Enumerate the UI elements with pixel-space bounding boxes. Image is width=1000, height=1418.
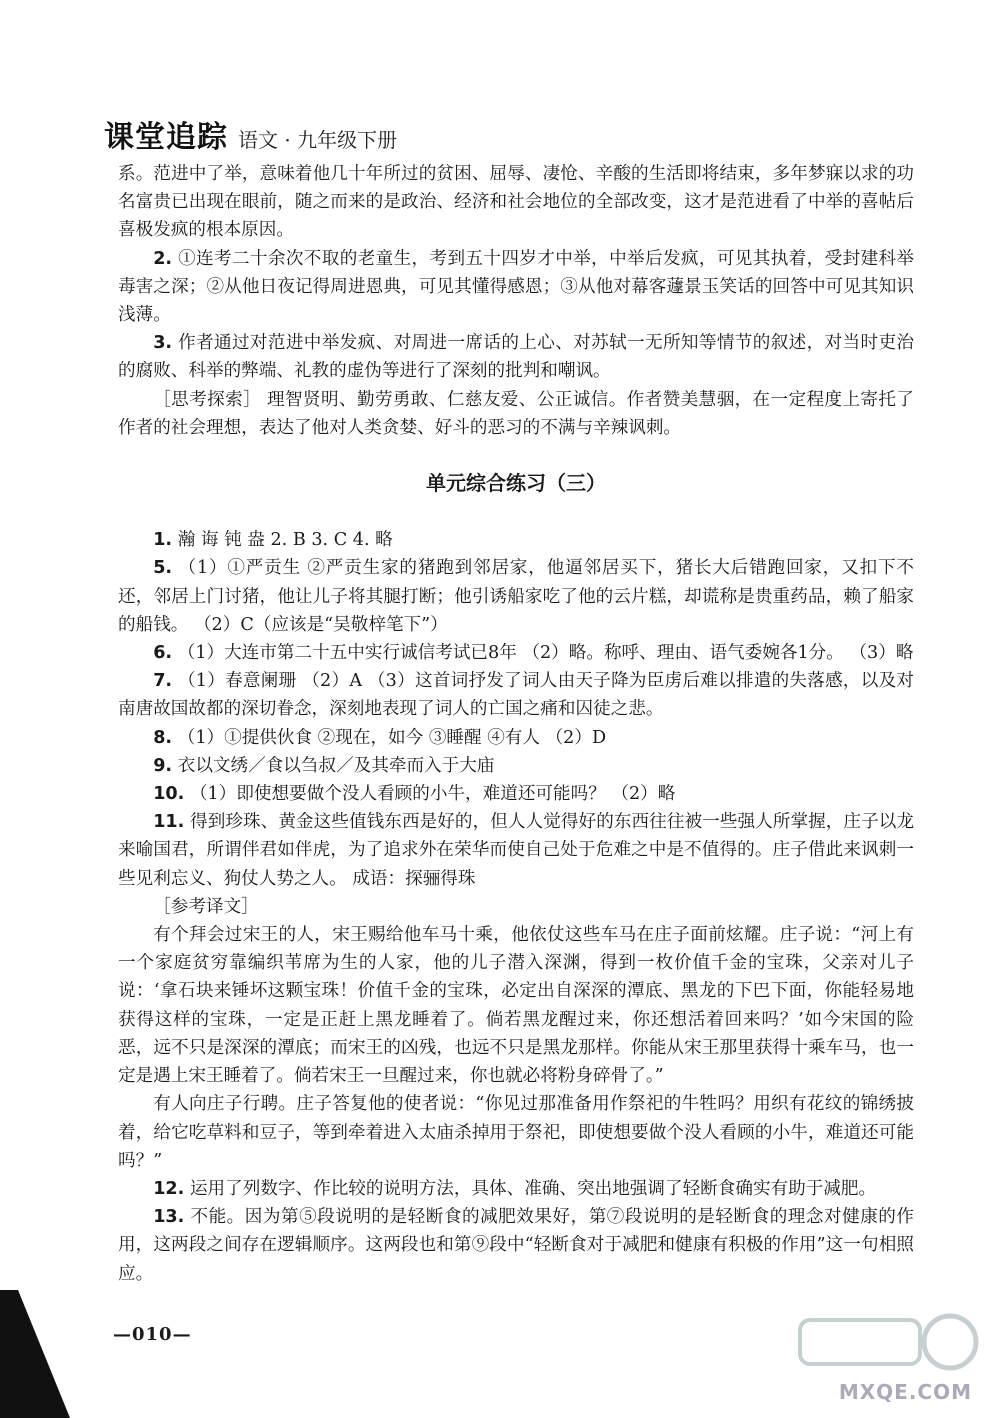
item-text: 运用了列数字、作比较的说明方法，具体、准确、突出地强调了轻断食确实有助于减肥。 bbox=[189, 1178, 877, 1199]
paragraph bbox=[118, 921, 914, 1090]
item-text: 有人向庄子行聘。庄子答复他的使者说：“你见过那准备用作祭祀的牛牲吗？用织有花纹的锦绣披着，给它吃草料和豆子，等到牵着进入太庙杀掉用于祭祀，即使想要做个没人看顾的小牛，难道还可能吗？” bbox=[118, 1094, 914, 1171]
item-text: 瀚 诲 钝 盎 2. B 3. C 4. 略 bbox=[177, 530, 393, 551]
paragraph bbox=[118, 1090, 914, 1175]
item-number: 9. bbox=[153, 755, 173, 776]
item-number: 2. bbox=[153, 248, 173, 269]
item-text: 系。范进中了举，意味着他几十年所过的贫困、屈辱、凄怆、辛酸的生活即将结束，多年梦寐以求的功名富贵已出现在眼前，随之而来的是政治、经济和社会地位的全部改变，这才是范进看了中举的喜帖后喜极发疯的根本原因。 bbox=[118, 164, 914, 241]
reference-heading bbox=[118, 893, 914, 921]
answer-content bbox=[118, 160, 914, 1288]
item-text: 得到珍珠、黄金这些值钱东西是好的，但人人觉得好的东西往往被一些强人所掌握，庄子以龙来喻国君，所谓伴君如伴虎，为了追求外在荣华而使自己处于危难之中是不值得的。庄子借此来讽刺一些见利忘义、狗仗人势之人。 成语：探骊得珠 bbox=[118, 812, 915, 889]
answer-item bbox=[118, 667, 914, 723]
paragraph bbox=[118, 386, 914, 442]
page-number: —010— bbox=[113, 1324, 192, 1345]
answer-item bbox=[118, 1203, 914, 1288]
answer-item bbox=[118, 724, 914, 752]
item-text: （1）大连市第二十五中实行诚信考试已8年 （2）略。称呼、理由、语气委婉各1分。 （3）略 bbox=[177, 643, 914, 664]
item-number: 7. bbox=[153, 671, 173, 692]
item-number: 12. bbox=[153, 1178, 185, 1199]
item-text: ［参考译文］ bbox=[153, 896, 259, 917]
answer-item bbox=[118, 808, 914, 893]
page-header bbox=[104, 112, 397, 156]
answer-item bbox=[118, 245, 914, 330]
item-number: 3. bbox=[153, 333, 173, 354]
item-text: （1）即使想要做个没人看顾的小牛，难道还可能吗？ （2）略 bbox=[189, 784, 676, 805]
answer-item bbox=[118, 752, 914, 780]
item-number: 6. bbox=[153, 643, 173, 664]
item-number: 8. bbox=[153, 727, 173, 748]
answer-item bbox=[118, 554, 914, 639]
item-text: （1）①严贡生 ②严贡生家的猪跑到邻居家，他逼邻居买下，猪长大后错跑回家，又扣下不还，邻居上门讨猪，他让儿子将其腿打断；他引诱船家吃了他的云片糕，却谎称是贵重药品，赖了船家的船钱。 （2）C（应该是“吴敬梓笔下”） bbox=[118, 558, 914, 635]
item-text: ①连考二十余次不取的老童生，考到五十四岁才中举，中举后发疯，可见其执着，受封建科举毒害之深；②从他日夜记得周进恩典，可见其懂得感恩；③从他对幕客蘧景玉笑话的回答中可见其知识浅薄。 bbox=[118, 248, 914, 326]
answer-item bbox=[118, 780, 914, 808]
section-title: 单元综合练习（三） bbox=[426, 471, 606, 496]
item-text: 衣以文绣／食以刍叔／及其牵而入于大庙 bbox=[177, 755, 495, 776]
watermark-text: MXQE.COM bbox=[838, 1380, 972, 1404]
item-number: 10. bbox=[153, 784, 185, 805]
item-number: 1. bbox=[153, 530, 173, 551]
answer-item bbox=[118, 639, 914, 667]
item-text: ［思考探索］ 理智贤明、勤劳勇敢、仁慈友爱、公正诚信。作者赞美慧骃，在一定程度上寄托了作者的社会理想，表达了他对人类贪婪、好斗的恶习的不满与辛辣讽刺。 bbox=[118, 389, 914, 438]
item-number: 5. bbox=[153, 558, 173, 579]
paragraph-continued bbox=[118, 160, 914, 245]
item-text: （1）春意阑珊 （2）A （3）这首词抒发了词人由天子降为臣虏后难以排遣的失落感，以及对南唐故国故都的深切眷念，深刻地表现了词人的亡国之痛和囚徒之悲。 bbox=[118, 671, 915, 720]
answer-item bbox=[118, 1175, 914, 1203]
item-number: 13. bbox=[153, 1207, 185, 1228]
item-text: 有个拜会过宋王的人，宋王赐给他车马十乘，他依仗这些车马在庄子面前炫耀。庄子说：“河上有一个家庭贫穷靠编织苇席为生的人家，他的儿子潜入深渊，得到一枚价值千金的宝珠，父亲对儿子说：‘拿石块来锤坏这颗宝珠！价值千金的宝珠，必定出自深深的潭底、黑龙的下巴下面，你能轻易地获得这样的宝珠，一定是正赶上黑龙睡着了。倘若黑龙醒过来，你还想活着回来吗？’如今宋国的险恶，远不只是深深的潭底；而宋王的凶残，也远不只是黑龙那样。你能从宋王那里获得十乘车马，也一定是遇上宋王睡着了。倘若宋王一旦醒过来，你也就必将粉身碎骨了。” bbox=[118, 925, 914, 1087]
subject-label: 语文 · 九年级下册 bbox=[238, 128, 398, 152]
answer-item bbox=[118, 526, 914, 554]
item-text: 作者通过对范进中举发疯、对周进一席话的上心、对苏轼一无所知等情节的叙述，对当时吏治的腐败、科举的弊端、礼教的虚伪等进行了深刻的批判和嘲讽。 bbox=[118, 333, 914, 382]
brand-title: 课堂追踪 bbox=[104, 120, 228, 155]
item-text: （1）①提供伙食 ②现在，如今 ③睡醒 ④有人 （2）D bbox=[177, 727, 607, 748]
page-corner-shadow bbox=[0, 1290, 70, 1418]
item-text: 不能。因为第⑤段说明的是轻断食的减肥效果好，第⑦段说明的是轻断食的理念对健康的作用，这两段之间存在逻辑顺序。这两段也和第⑨段中“轻断食对于减肥和健康有积极的作用”这一句相照应。 bbox=[118, 1207, 914, 1284]
item-number: 11. bbox=[153, 812, 185, 833]
answer-item bbox=[118, 329, 914, 385]
